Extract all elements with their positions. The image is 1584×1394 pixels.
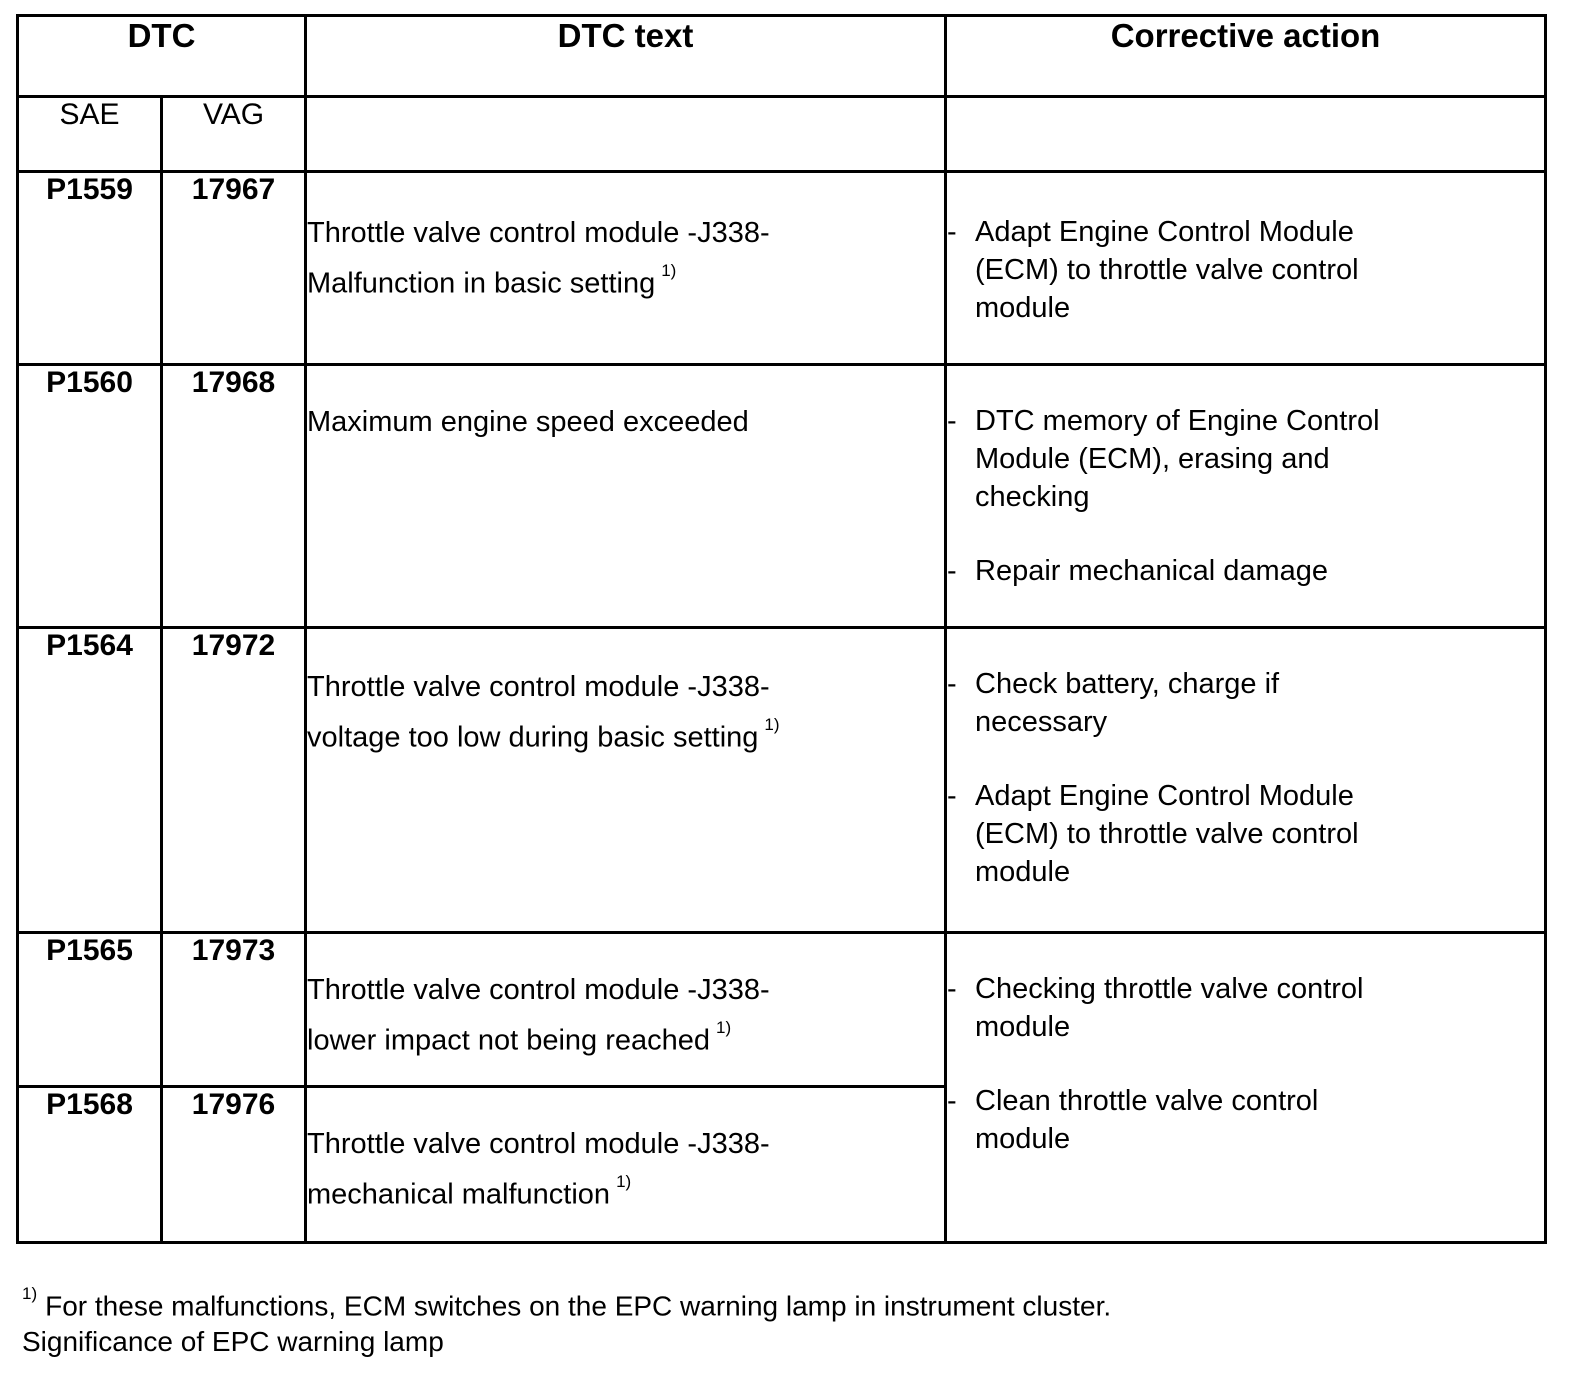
subheader-vag: VAG — [162, 97, 306, 172]
footnote-line — [22, 1282, 1111, 1324]
action-line: Repair mechanical damage — [975, 554, 1329, 587]
vag-code: 17967 — [162, 172, 306, 364]
action-line: module — [975, 856, 1071, 889]
header-dtc: DTC — [18, 16, 306, 97]
dtc-text-line: Throttle valve control module -J338- — [307, 217, 770, 250]
header-corrective-action: Corrective action — [946, 16, 1546, 97]
header-dtc-text: DTC text — [306, 16, 946, 97]
dtc-text-line2: Malfunction in basic setting — [307, 268, 656, 301]
action-line: checking — [975, 480, 1090, 513]
action-line: module — [975, 1123, 1071, 1156]
dtc-text-line — [307, 1166, 944, 1217]
corrective-action-cell — [946, 364, 1546, 628]
dtc-text-line: Maximum engine speed exceeded — [307, 405, 749, 438]
footnote-mark: 1) — [22, 1284, 38, 1303]
action-item — [947, 402, 1544, 516]
footnote-link[interactable]: Significance of EPC warning lamp — [22, 1326, 444, 1358]
dtc-text-cell — [306, 364, 946, 628]
action-line: module — [975, 292, 1071, 325]
action-item — [947, 1082, 1544, 1158]
dash-bullet: - — [947, 404, 957, 437]
vag-code: 17968 — [162, 364, 306, 628]
vag-code: 17973 — [162, 933, 306, 1086]
dtc-text-cell — [306, 172, 946, 364]
action-line: Checking throttle valve control — [975, 973, 1364, 1006]
dtc-text-cell — [306, 1086, 946, 1242]
dtc-text-line: Throttle valve control module -J338- — [307, 1127, 770, 1160]
action-line: (ECM) to throttle valve control — [975, 818, 1359, 851]
dtc-text-cell — [306, 628, 946, 933]
footnote — [22, 1282, 1111, 1360]
action-item — [947, 552, 1544, 590]
table-row — [18, 364, 1546, 628]
action-item — [947, 777, 1544, 891]
table-row — [18, 172, 1546, 364]
dash-bullet: - — [947, 216, 957, 249]
footnote-mark: 1) — [764, 715, 780, 735]
action-item — [947, 665, 1544, 741]
action-line: module — [975, 1011, 1071, 1044]
dtc-text-line2: voltage too low during basic setting — [307, 722, 759, 755]
sae-code: P1568 — [18, 1086, 162, 1242]
action-item — [947, 213, 1544, 327]
vag-code: 17976 — [162, 1086, 306, 1242]
footnote-mark: 1) — [661, 261, 677, 281]
dtc-text-line — [307, 255, 944, 306]
dtc-text-line2: mechanical malfunction — [307, 1178, 611, 1211]
sae-code: P1564 — [18, 628, 162, 933]
footnote-mark: 1) — [616, 1171, 632, 1191]
dash-bullet: - — [947, 668, 957, 701]
corrective-action-cell — [946, 933, 1546, 1243]
dash-bullet: - — [947, 973, 957, 1006]
dtc-text-line — [307, 709, 944, 760]
subheader-row — [18, 97, 1546, 172]
action-item — [947, 970, 1544, 1046]
dash-bullet: - — [947, 780, 957, 813]
vag-code: 17972 — [162, 628, 306, 933]
table-row — [18, 933, 1546, 1086]
footnote-text: For these malfunctions, ECM switches on the EPC warning lamp in instrument cluster. — [45, 1290, 1112, 1322]
dtc-text-line2: lower impact not being reached — [307, 1024, 711, 1057]
action-line: necessary — [975, 706, 1108, 739]
dtc-text-line — [307, 1012, 944, 1063]
footnote-mark: 1) — [716, 1018, 732, 1038]
sae-code: P1560 — [18, 364, 162, 628]
subheader-empty-action — [946, 97, 1546, 172]
subheader-sae: SAE — [18, 97, 162, 172]
sae-code: P1565 — [18, 933, 162, 1086]
dash-bullet: - — [947, 1085, 957, 1118]
header-row — [18, 16, 1546, 97]
dtc-text-cell — [306, 933, 946, 1086]
action-line: Clean throttle valve control — [975, 1085, 1319, 1118]
dtc-text-line: Throttle valve control module -J338- — [307, 974, 770, 1007]
action-line: Check battery, charge if — [975, 668, 1280, 701]
action-line: Adapt Engine Control Module — [975, 780, 1354, 813]
action-line: Module (ECM), erasing and — [975, 442, 1330, 475]
action-line: Adapt Engine Control Module — [975, 216, 1354, 249]
sae-code: P1559 — [18, 172, 162, 364]
dtc-table — [16, 14, 1547, 1244]
corrective-action-cell — [946, 172, 1546, 364]
corrective-action-cell — [946, 628, 1546, 933]
dtc-text-line: Throttle valve control module -J338- — [307, 671, 770, 704]
table-row — [18, 628, 1546, 933]
subheader-empty-text — [306, 97, 946, 172]
dash-bullet: - — [947, 554, 957, 587]
action-line: DTC memory of Engine Control — [975, 404, 1380, 437]
action-line: (ECM) to throttle valve control — [975, 254, 1359, 287]
